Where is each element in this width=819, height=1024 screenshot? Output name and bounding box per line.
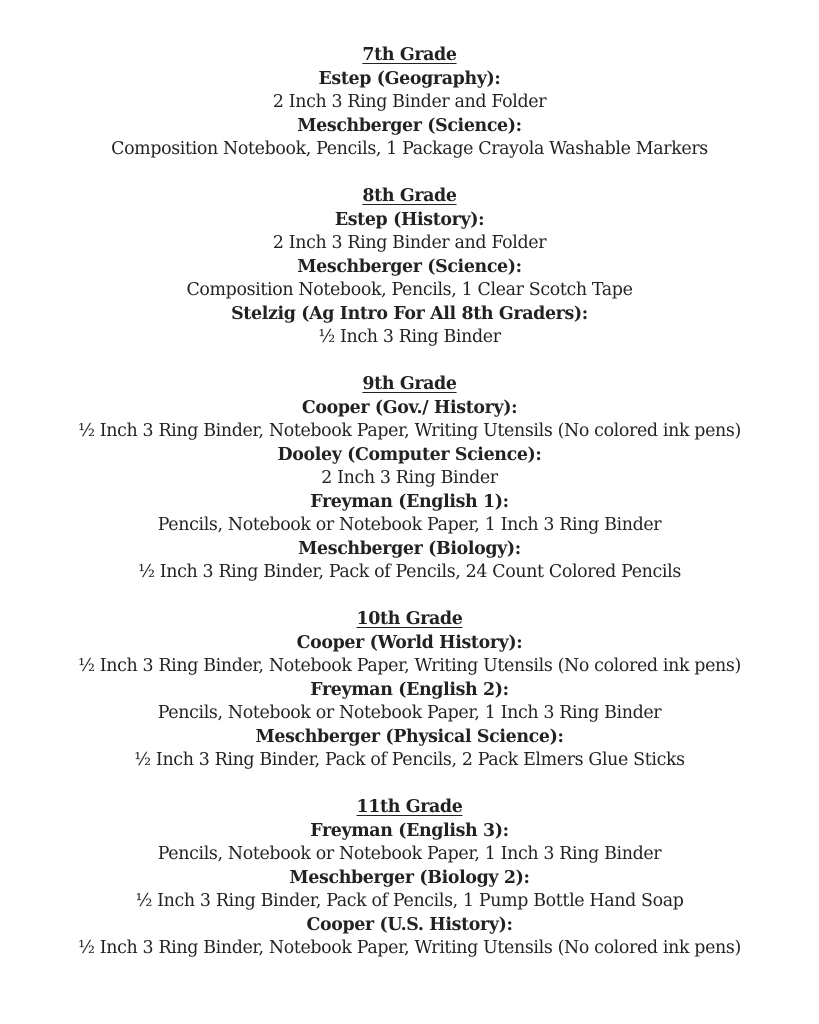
course-teacher: Meschberger (Biology): xyxy=(298,538,521,559)
course-teacher: Cooper (U.S. History): xyxy=(306,914,513,935)
course-supplies: ½ Inch 3 Ring Binder xyxy=(318,327,501,347)
course-teacher: Estep (History): xyxy=(334,209,485,230)
course-supplies: ½ Inch 3 Ring Binder, Pack of Pencils, 24 Count Colored Pencils xyxy=(138,562,681,582)
grade-section-9th xyxy=(0,373,819,585)
grade-section-7th xyxy=(0,44,819,162)
grade-heading: 7th Grade xyxy=(362,45,457,65)
course-teacher: Cooper (World History): xyxy=(296,632,523,653)
course-teacher: Dooley (Computer Science): xyxy=(277,444,542,465)
grade-heading: 9th Grade xyxy=(362,374,457,394)
grade-heading: 8th Grade xyxy=(362,186,457,206)
grade-heading: 10th Grade xyxy=(356,609,463,629)
course-teacher: Meschberger (Science): xyxy=(297,115,522,136)
course-teacher: Cooper (Gov./ History): xyxy=(301,397,518,418)
course-supplies: ½ Inch 3 Ring Binder, Notebook Paper, Writing Utensils (No colored ink pens) xyxy=(78,938,741,958)
course-supplies: 2 Inch 3 Ring Binder and Folder xyxy=(272,233,547,253)
grade-section-10th xyxy=(0,608,819,773)
course-supplies: Pencils, Notebook or Notebook Paper, 1 Inch 3 Ring Binder xyxy=(157,703,662,723)
course-teacher: Freyman (English 2): xyxy=(310,679,509,700)
course-supplies: Composition Notebook, Pencils, 1 Clear Scotch Tape xyxy=(186,280,633,300)
course-supplies: 2 Inch 3 Ring Binder xyxy=(321,468,498,488)
course-supplies: Pencils, Notebook or Notebook Paper, 1 Inch 3 Ring Binder xyxy=(157,515,662,535)
course-supplies: ½ Inch 3 Ring Binder, Pack of Pencils, 1 Pump Bottle Hand Soap xyxy=(135,891,684,911)
course-supplies: ½ Inch 3 Ring Binder, Notebook Paper, Writing Utensils (No colored ink pens) xyxy=(78,421,741,441)
course-teacher: Freyman (English 3): xyxy=(310,820,509,841)
course-supplies: ½ Inch 3 Ring Binder, Notebook Paper, Writing Utensils (No colored ink pens) xyxy=(78,656,741,676)
course-supplies: Composition Notebook, Pencils, 1 Package Crayola Washable Markers xyxy=(111,139,708,159)
grade-section-11th xyxy=(0,796,819,961)
course-teacher: Freyman (English 1): xyxy=(310,491,509,512)
course-teacher: Stelzig (Ag Intro For All 8th Graders): xyxy=(231,303,588,324)
course-teacher: Meschberger (Physical Science): xyxy=(255,726,564,747)
grade-heading: 11th Grade xyxy=(356,797,463,817)
grade-section-8th xyxy=(0,185,819,350)
course-teacher: Meschberger (Biology 2): xyxy=(289,867,530,888)
course-teacher: Meschberger (Science): xyxy=(297,256,522,277)
course-supplies: 2 Inch 3 Ring Binder and Folder xyxy=(272,92,547,112)
course-teacher: Estep (Geography): xyxy=(318,68,501,89)
supply-list-document xyxy=(0,44,819,984)
course-supplies: Pencils, Notebook or Notebook Paper, 1 Inch 3 Ring Binder xyxy=(157,844,662,864)
course-supplies: ½ Inch 3 Ring Binder, Pack of Pencils, 2 Pack Elmers Glue Sticks xyxy=(134,750,685,770)
